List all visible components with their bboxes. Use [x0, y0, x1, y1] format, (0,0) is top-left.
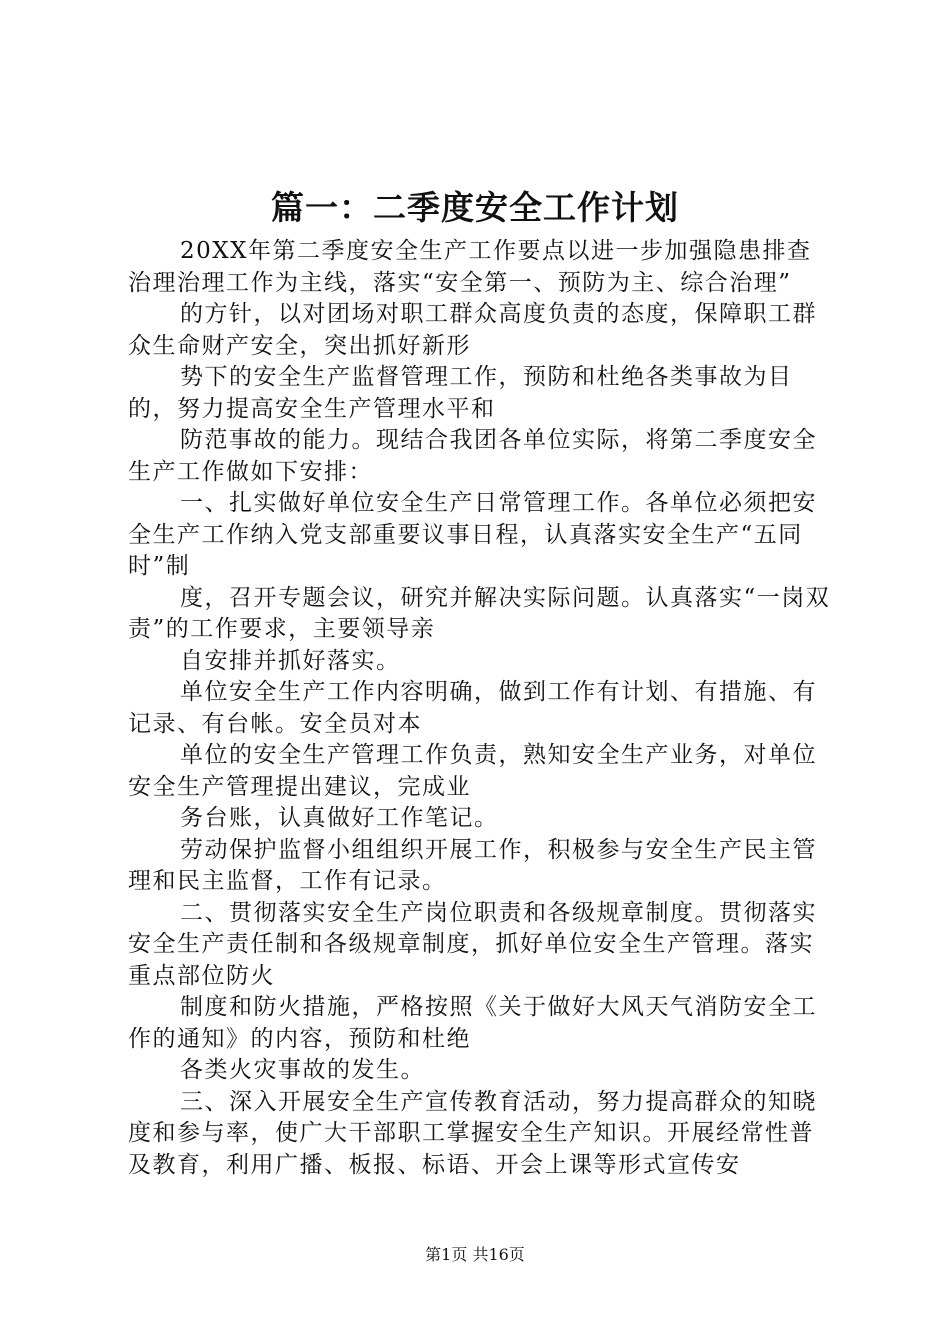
- document-body: [128, 236, 832, 1181]
- paragraph: 20XX年第二季度安全生产工作要点以进一步加强隐患排查治理治理工作为主线，落实“安全第一、预防为主、综合治理”: [128, 238, 812, 296]
- paragraph: 防范事故的能力。现结合我团各单位实际，将第二季度安全生产工作做如下安排：: [128, 427, 817, 485]
- paragraph: 劳动保护监督小组组织开展工作，积极参与安全生产民主管理和民主监督，工作有记录。: [128, 836, 817, 894]
- paragraph: 势下的安全生产监督管理工作，预防和杜绝各类事故为目的，努力提高安全生产管理水平和: [128, 364, 793, 422]
- paragraph: 自安排并抓好落实。: [180, 647, 401, 674]
- paragraph: 三、深入开展安全生产宣传教育活动，努力提高群众的知晓度和参与率，使广大干部职工掌握安全生产知识。开展经常性普及教育，利用广播、板报、标语、开会上课等形式宣传安: [128, 1088, 817, 1178]
- paragraph: 二、贯彻落实安全生产岗位职责和各级规章制度。贯彻落实安全生产责任制和各级规章制度，抓好单位安全生产管理。落实重点部位防火: [128, 899, 817, 989]
- paragraph: 务台账，认真做好工作笔记。: [180, 805, 499, 831]
- paragraph: 单位安全生产工作内容明确，做到工作有计划、有措施、有记录、有台帐。安全员对本: [128, 679, 817, 737]
- paragraph: 制度和防火措施，严格按照《关于做好大风天气消防安全工作的通知》的内容，预防和杜绝: [128, 994, 817, 1052]
- paragraph: 各类火灾事故的发生。: [180, 1057, 425, 1083]
- paragraph: 单位的安全生产管理工作负责，熟知安全生产业务，对单位安全生产管理提出建议，完成业: [128, 742, 817, 800]
- paragraph: 一、扎实做好单位安全生产日常管理工作。各单位必须把安全生产工作纳入党支部重要议事日程，认真落实安全生产“五同时”制: [128, 490, 817, 579]
- page-number-footer: 第1页 共16页: [425, 1245, 525, 1264]
- paragraph: 的方针，以对团场对职工群众高度负责的态度，保障职工群众生命财产安全，突出抓好新形: [128, 301, 817, 359]
- document-title: 篇一：二季度安全工作计划: [271, 188, 679, 227]
- paragraph: 度，召开专题会议，研究并解决实际问题。认真落实“一岗双责”的工作要求，主要领导亲: [128, 584, 831, 642]
